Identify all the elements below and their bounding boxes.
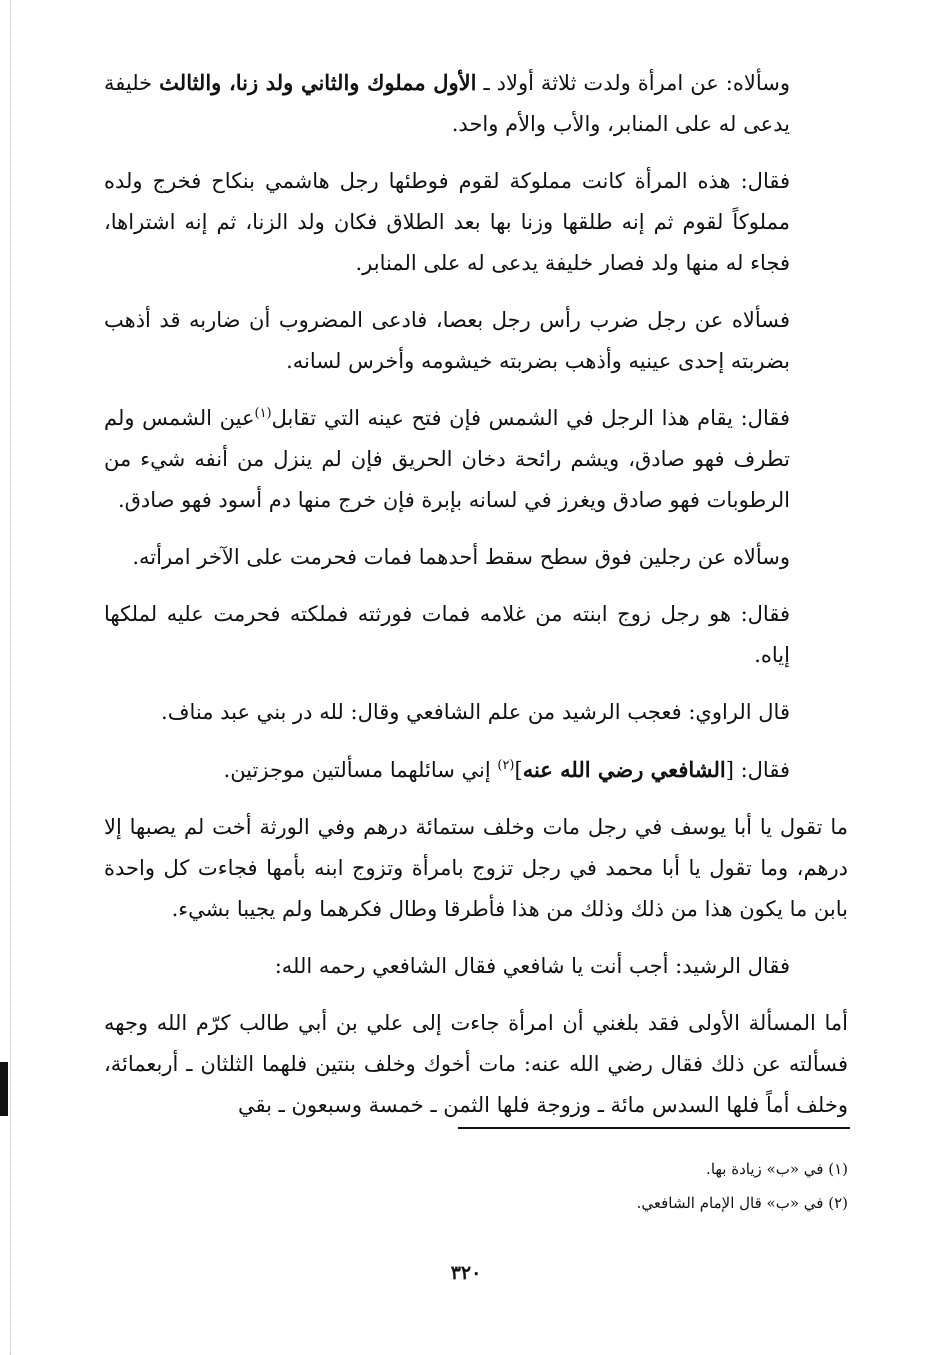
paragraph-8-start: فقال: [ bbox=[725, 758, 790, 782]
main-text bbox=[104, 62, 848, 1142]
paragraph-11: أما المسألة الأولى فقد بلغني أن امرأة جاءت إلى علي بن أبي طالب كرّم الله وجهه فسألته عن ذلك فقال رضي الله عنه: مات أخوك وخلف بنتين فلهما الثلثان ـ أربعمائة، وخلف أماً فلها السدس مائة ـ وزوجة فلها الثمن ـ خمسة وسبعون ـ بقي bbox=[104, 1011, 848, 1117]
paragraph-3: فسألاه عن رجل ضرب رأس رجل بعصا، فادعى المضروب أن ضاربه قد أذهب بضربته إحدى عينيه وأذهب بضربته خيشومه وأخرس لسانه. bbox=[104, 308, 790, 373]
footnote-2: (٢) في «ب» قال الإمام الشافعي. bbox=[636, 1194, 848, 1212]
paragraph-5: وسألاه عن رجلين فوق سطح سقط أحدهما فمات فحرمت على الآخر امرأته. bbox=[132, 545, 790, 569]
paragraph-1-question: وسألاه: عن امرأة ولدت ثلاثة أولاد ـ bbox=[483, 71, 790, 95]
footnote-1: (١) في «ب» زيادة بها. bbox=[706, 1160, 848, 1178]
paragraph-8 bbox=[104, 749, 848, 791]
scan-edge-dots bbox=[10, 0, 11, 1355]
paragraph-4-end: عين الشمس ولم تطرف فهو صادق، ويشم رائحة دخان الحريق فإن لم ينزل من أنفه شيء من الرطوبات فهو صادق ويغرز في لسانه بإبرة فإن خرج منها دم أسود فهو صادق. bbox=[104, 406, 790, 512]
paragraph-10: فقال الرشيد: أجب أنت يا شافعي فقال الشافعي رحمه الله: bbox=[274, 954, 790, 978]
paragraph-4-start: فقال: يقام هذا الرجل في الشمس فإن فتح عينه التي تقابل bbox=[271, 406, 791, 430]
paragraph-8-end: إني سائلهما مسألتين موجزتين. bbox=[223, 758, 498, 782]
paragraph-8-bold: الشافعي رضي الله عنه bbox=[522, 757, 726, 782]
paragraph-1 bbox=[104, 62, 848, 145]
footnotes bbox=[420, 1152, 848, 1220]
scan-edge-mark bbox=[0, 1062, 8, 1116]
footnote-ref-1: (١) bbox=[254, 406, 272, 421]
paragraph-7: قال الراوي: فعجب الرشيد من علم الشافعي وقال: لله در بني عبد مناف. bbox=[161, 700, 790, 724]
paragraph-2: فقال: هذه المرأة كانت مملوكة لقوم فوطئها رجل هاشمي بنكاح فخرج ولده مملوكاً لقوم ثم إنه طلقها وزنا بها بعد الطلاق فكان ولد الزنا، ثم إنه اشتراها، فجاء له منها ولد فصار خليفة يدعى له على المنابر. bbox=[104, 169, 791, 275]
paragraph-9: ما تقول يا أبا يوسف في رجل مات وخلف ستمائة درهم وفي الورثة أخت لم يصبها إلا درهم، وما تقول يا أبا محمد في رجل تزوج بامرأة وتزوج ابنه بأمها فجاءت كل واحدة بابن ما يكون هذا من ذلك وذلك من هذا فأطرقا وطال فكرهما ولم يجيبا بشيء. bbox=[104, 815, 848, 921]
paragraph-1-end: خليفة يدعى له على المنابر، والأب والأم واحد. bbox=[104, 71, 790, 136]
paragraph-6: فقال: هو رجل زوج ابنته من غلامه فمات فورثته فملكته فحرمت عليه لملكها إياه. bbox=[104, 602, 790, 667]
page-number: ٣٢٠ bbox=[450, 1262, 482, 1284]
footnote-ref-2: (٢) bbox=[497, 758, 515, 773]
footnote-divider bbox=[458, 1127, 850, 1129]
paragraph-8-bracket: ] bbox=[514, 758, 523, 782]
paragraph-4 bbox=[104, 398, 848, 521]
paragraph-1-bold: الأول مملوك والثاني ولد زنا، والثالث bbox=[159, 70, 477, 95]
